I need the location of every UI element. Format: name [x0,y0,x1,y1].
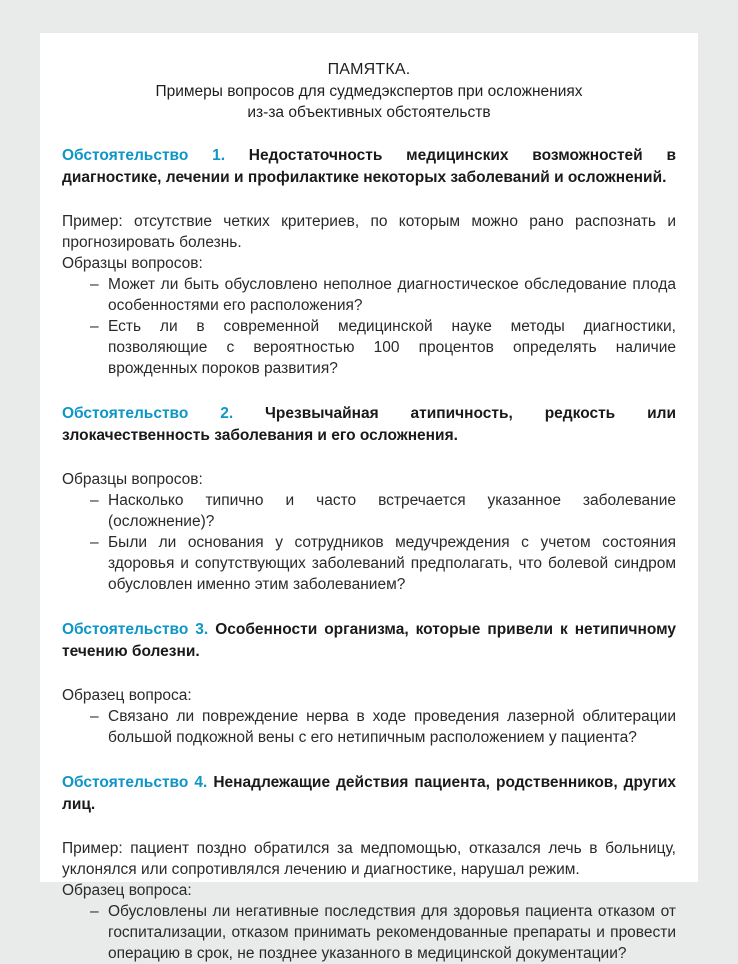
circumstance-title: Особенности организма, которые привели к нетипичному течению болезни. [62,621,676,660]
questions-label: Образцы вопросов: [62,471,203,488]
questions-label: Образец вопроса: [62,687,192,704]
question-text: Обусловлены ли негативные последствия для здоровья пациента отказом от госпитализации, отказом принимать рекомендованные препараты и провести операцию в срок, не позднее указанного в медицинской документации? [108,903,676,962]
dash-bullet-icon: – [90,903,99,920]
question-item [62,706,676,748]
dash-bullet-icon: – [90,276,99,293]
question-text: Насколько типично и часто встречается указанное заболевание (осложнение)? [108,492,676,530]
example-text: Пример: отсутствие четких критериев, по которым можно рано распознать и прогнозировать болезнь. [62,213,676,251]
question-list [62,490,676,595]
circumstance-title: Ненадлежащие действия пациента, родственников, других лиц. [62,774,676,813]
questions-label: Образец вопроса: [62,882,192,899]
question-text: Есть ли в современной медицинской науке методы диагностики, позволяющие с вероятностью 100 процентов определять наличие врожденных пороков развития? [108,318,676,377]
question-item [62,901,676,964]
circumstance-label: Обстоятельство 4. [62,774,208,791]
memo-card [40,33,698,962]
question-list [62,706,676,748]
circumstance-section-4 [62,772,676,964]
question-item [62,274,676,316]
circumstance-heading [62,772,676,816]
circumstance-title: Чрезвычайная атипичность, редкость или злокачественность заболевания и его осложнения. [62,405,676,444]
dash-bullet-icon: – [90,318,99,335]
dash-bullet-icon: – [90,708,99,725]
title-block [62,59,676,123]
memo-subtitle-line-1: Примеры вопросов для судмедэкспертов при осложнениях [155,83,583,100]
questions-label: Образцы вопросов: [62,255,203,272]
circumstance-label: Обстоятельство 1. [62,147,226,164]
circumstance-heading [62,145,676,189]
circumstance-title: Недостаточность медицинских возможностей в диагностике, лечении и профилактике некоторых заболеваний и осложнений. [62,147,676,186]
question-text: Связано ли повреждение нерва в ходе проведения лазерной облитерации большой подкожной вены с его нетипичным расположением у пациента? [108,708,676,746]
circumstance-section-3 [62,619,676,748]
question-text: Были ли основания у сотрудников медучреждения с учетом состояния здоровья и сопутствующих заболеваний предполагать, что болевой синдром обусловлен именно этим заболеванием? [108,534,676,593]
question-item [62,490,676,532]
circumstance-section-1 [62,145,676,379]
memo-title: ПАМЯТКА. [327,61,411,78]
circumstance-heading [62,403,676,447]
question-list [62,274,676,379]
circumstance-label: Обстоятельство 3. [62,621,209,638]
question-item [62,316,676,379]
circumstance-section-2 [62,403,676,595]
circumstance-label: Обстоятельство 2. [62,405,234,422]
memo-subtitle-line-2: из-за объективных обстоятельств [247,104,491,121]
circumstance-heading [62,619,676,663]
dash-bullet-icon: – [90,492,99,509]
question-text: Может ли быть обусловлено неполное диагностическое обследование плода особенностями его расположения? [108,276,676,314]
question-list [62,901,676,964]
question-item [62,532,676,595]
example-text: Пример: пациент поздно обратился за медпомощью, отказался лечь в больницу, уклонялся или сопротивлялся лечению и диагностике, нарушал режим. [62,840,676,878]
dash-bullet-icon: – [90,534,99,551]
